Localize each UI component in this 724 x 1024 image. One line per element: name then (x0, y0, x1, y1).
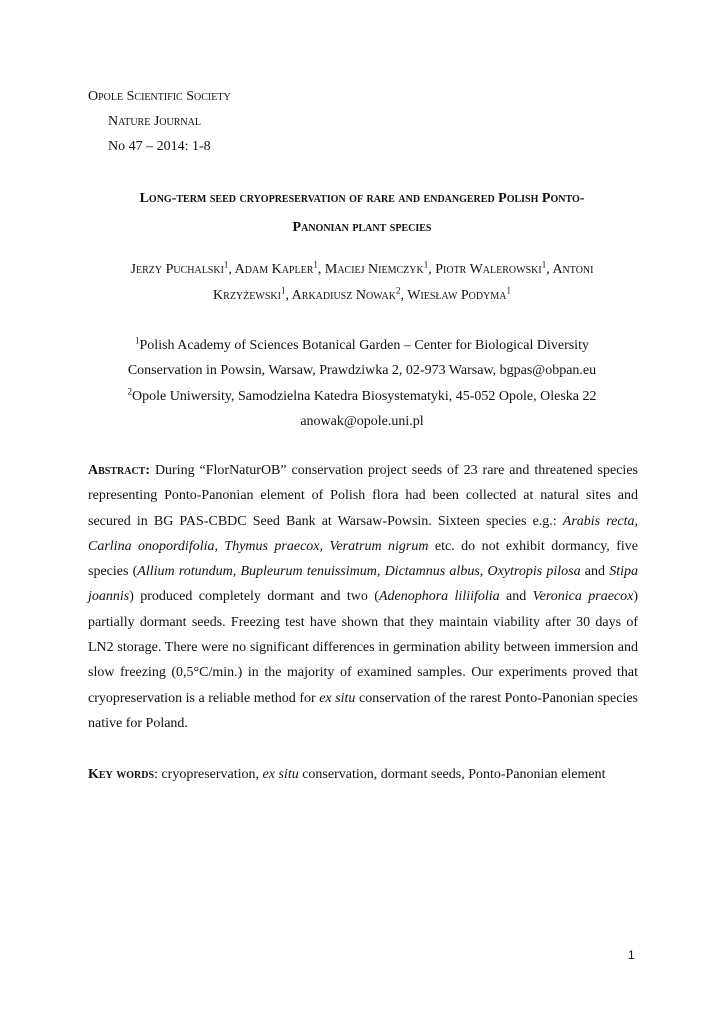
species-names: Arabis recta, Carlina onopordifolia, Thymus praecox, Veratrum nigrum (88, 513, 638, 554)
title-line-1: Long-term seed cryopreservation of rare and endangered Polish Ponto- (139, 191, 585, 206)
page-number: 1 (628, 948, 635, 962)
affiliation-2-email: anowak@opole.uni.pl (300, 414, 424, 430)
affiliation-text: Opole Uniwersity, Samodzielna Katedra Biosystematyki, 45-052 Opole, Oleska 22 (132, 388, 597, 404)
author-affiliation-mark: 1 (223, 259, 229, 270)
author-name: Wiesław Podyma (407, 288, 507, 303)
species-names: Allium rotundum, Bupleurum tenuissimum, Dictamnus albus (137, 564, 480, 580)
affiliation-text: Polish Academy of Sciences Botanical Garden – Center for Biological Diversity (139, 338, 589, 353)
affiliation-1-address: Conservation in Powsin, Warsaw, Prawdziwka 2, 02-973 Warsaw, bgpas@obpan.eu (127, 363, 597, 379)
abstract (88, 458, 638, 736)
affiliation-number: 1 (135, 335, 140, 346)
abstract-text: ) partially dormant seeds. Freezing test have shown that they maintain viability after 30 days of LN2 storage. There were no significant differences in germination ability between immersion and slow freezing (0,5°C/min.) in the majority of examined samples. Our experiments proved that cryopreservation is a reliable method for (88, 589, 639, 706)
keywords-text: conservation, dormant seeds, Ponto-Panonian element (298, 767, 606, 782)
journal-name: Nature Journal (108, 114, 201, 129)
author-name: Arkadiusz Nowak (291, 288, 396, 303)
title-line-2: Panonian plant species (292, 220, 432, 235)
abstract-text: ) produced completely dormant and two ( (129, 589, 379, 605)
abstract-text: and (580, 564, 610, 580)
author-affiliation-mark: 1 (423, 259, 429, 270)
abstract-text: etc. do not exhibit dormancy, five species ( (88, 538, 638, 580)
author-affiliation-mark: 1 (506, 285, 511, 296)
affiliation-1 (96, 333, 628, 358)
author-list: Jerzy Puchalski$^1$, Adam Kapler$^1$, Maciej Niemczyk$^1$, Piotr Walerowski$^1$, Antoni Krzyżewski$^1$, Arkadiusz Nowak$^2$, Wiesław Podyma$^1$ (130, 259, 594, 303)
affiliation-number: 2 (127, 386, 132, 397)
author-affiliation-mark: 1 (280, 285, 286, 296)
abstract-label: Abstract: (88, 463, 151, 478)
abstract-text: conservation of the rarest Ponto-Panonian species native for Poland. (88, 690, 638, 731)
author-name: Piotr Walerowski (435, 262, 542, 277)
author-name: Maciej Niemczyk (324, 262, 424, 277)
issue-info: No 47 – 2014: 1-8 (108, 139, 211, 154)
affiliation-2 (96, 384, 628, 409)
species-names: Stipa joannis (88, 564, 639, 605)
species-names: Adenophora liliifolia (378, 589, 500, 605)
author-affiliation-mark: 1 (541, 259, 547, 270)
author-name: Adam Kapler (234, 262, 314, 277)
affiliations (96, 333, 628, 435)
author-name: Antoni Krzyżewski (213, 262, 594, 303)
species-names: Veronica praecox (532, 589, 634, 605)
keywords (88, 762, 648, 787)
author-affiliation-mark: 2 (395, 285, 401, 296)
keywords-text: : cryopreservation, (154, 767, 263, 782)
species-names: Oxytropis pilosa (487, 564, 581, 580)
keywords-label: Key words (88, 767, 155, 782)
italic-term: ex situ (262, 767, 299, 782)
abstract-text: and (499, 589, 533, 605)
journal-header (88, 84, 231, 159)
author-name: Jerzy Puchalski (130, 262, 224, 277)
italic-term: ex situ (319, 690, 356, 706)
author-affiliation-mark: 1 (313, 259, 318, 270)
paper-title (90, 184, 634, 242)
society-name: Opole Scientific Society (88, 89, 231, 104)
abstract-text: During “FlorNaturOB” conservation project seeds of 23 rare and threatened species representing Ponto-Panonian element of Polish flora had been collected at natural sites and secured in BG PAS-CBDC Seed Bank at Warsaw-Powsin. Sixteen species e.g.: (88, 463, 638, 529)
abstract-text: , (479, 564, 488, 580)
